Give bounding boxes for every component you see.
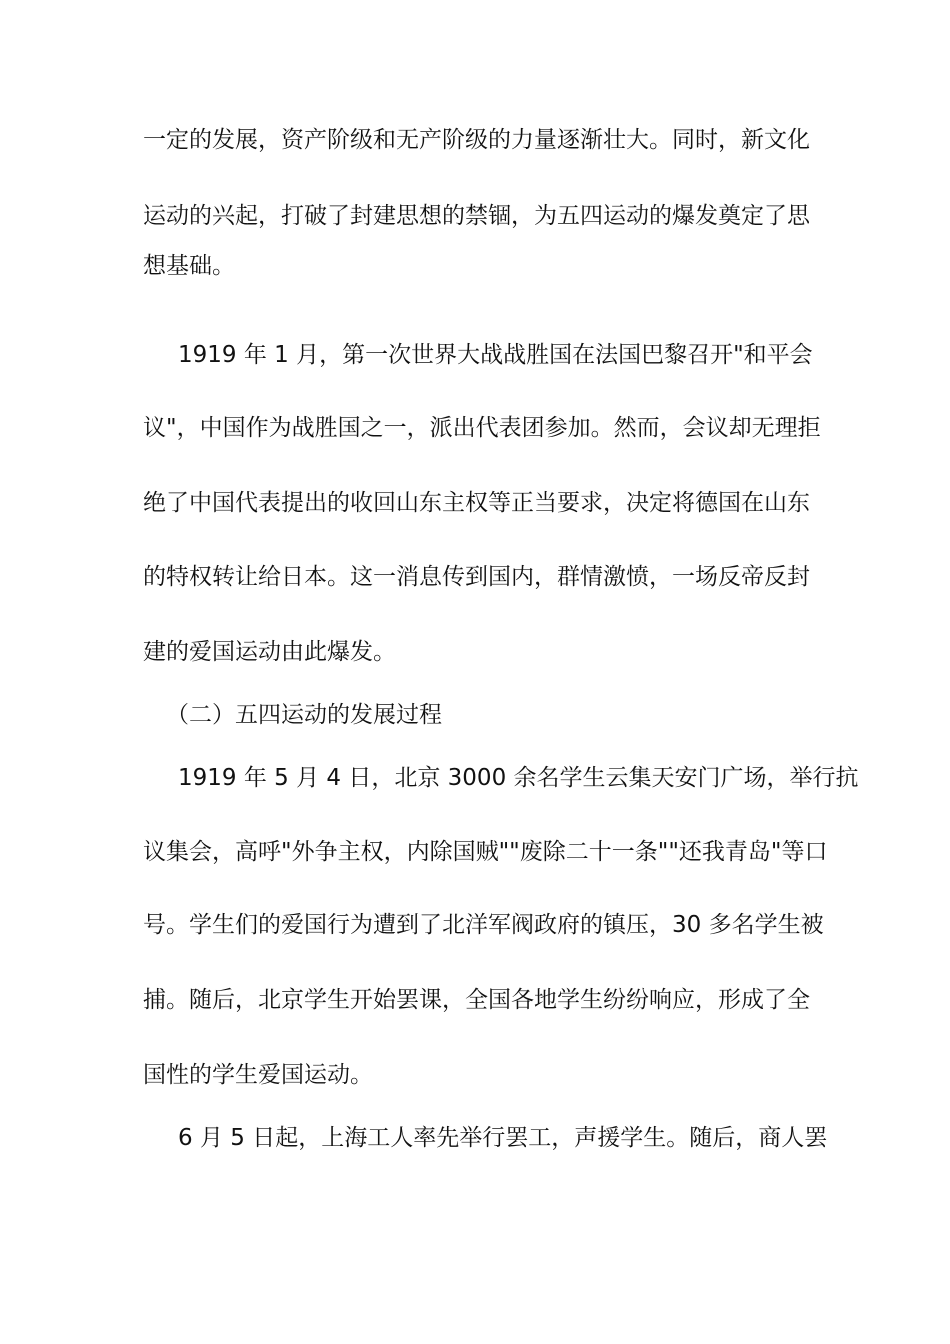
text-line: 号。学生们的爱国行为遭到了北洋军阀政府的镇压，30 多名学生被: [143, 912, 824, 938]
text-line: 6 月 5 日起，上海工人率先举行罢工，声援学生。随后，商人罢: [178, 1125, 828, 1151]
text-line: 议集会，高呼"外争主权，内除国贼""废除二十一条""还我青岛"等口: [143, 839, 828, 865]
text-line: 绝了中国代表提出的收回山东主权等正当要求，决定将德国在山东: [143, 490, 810, 516]
text-line: 捕。随后，北京学生开始罢课，全国各地学生纷纷响应，形成了全: [143, 987, 810, 1013]
text-line: 1919 年 5 月 4 日，北京 3000 余名学生云集天安门广场，举行抗: [178, 765, 859, 791]
section-heading: （二）五四运动的发展过程: [166, 702, 442, 728]
text-line: 运动的兴起，打破了封建思想的禁锢，为五四运动的爆发奠定了思: [143, 203, 810, 229]
text-line: 国性的学生爱国运动。: [143, 1062, 373, 1088]
text-line: 1919 年 1 月，第一次世界大战战胜国在法国巴黎召开"和平会: [178, 342, 813, 368]
text-line: 建的爱国运动由此爆发。: [143, 639, 396, 665]
text-line: 想基础。: [143, 253, 235, 279]
text-line: 议"，中国作为战胜国之一，派出代表团参加。然而，会议却无理拒: [143, 415, 821, 441]
text-line: 一定的发展，资产阶级和无产阶级的力量逐渐壮大。同时，新文化: [143, 127, 810, 153]
text-line: 的特权转让给日本。这一消息传到国内，群情激愤，一场反帝反封: [143, 564, 810, 590]
